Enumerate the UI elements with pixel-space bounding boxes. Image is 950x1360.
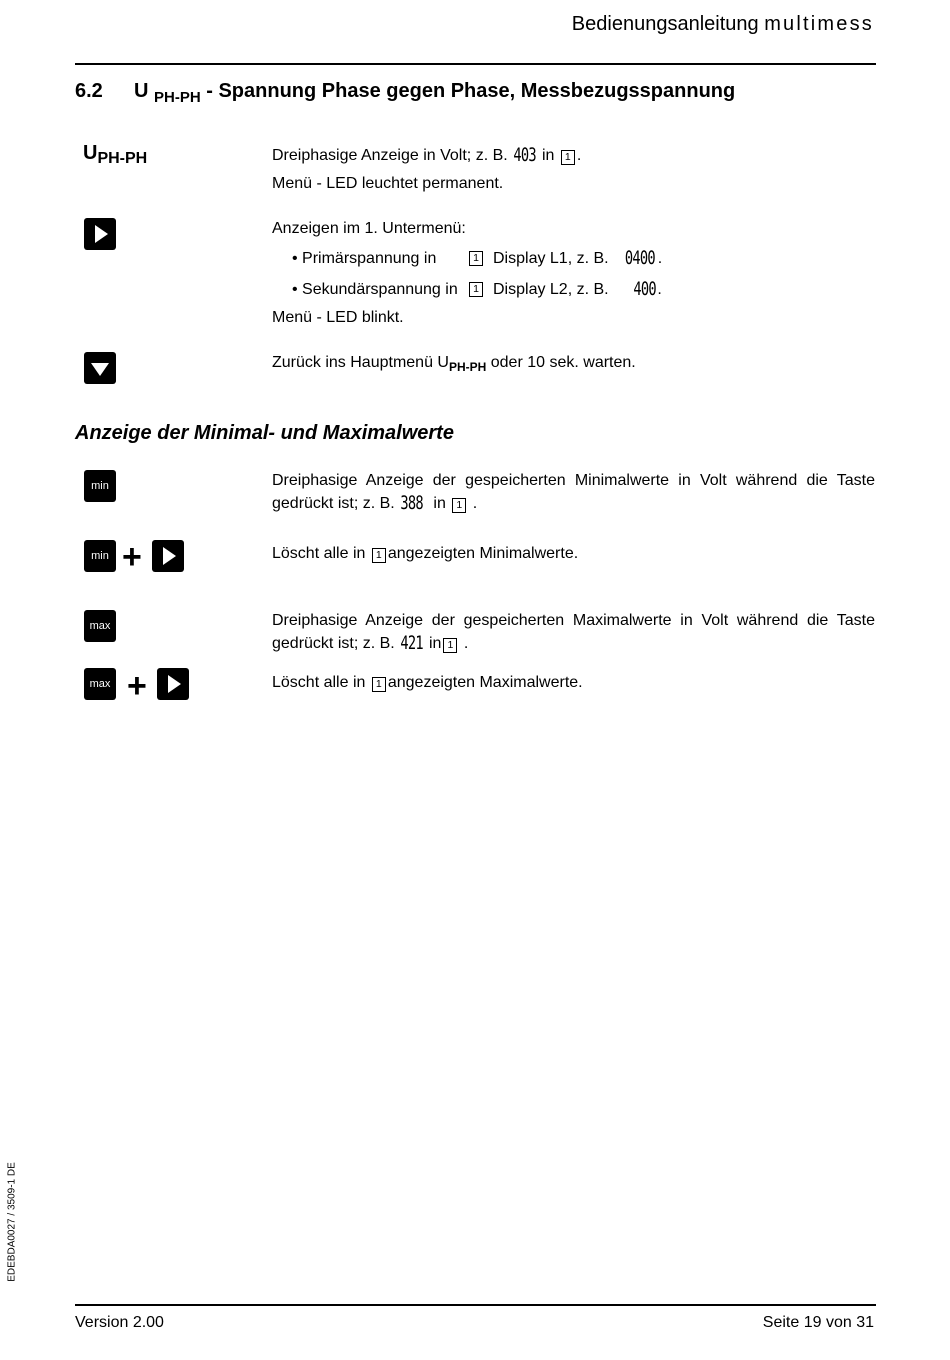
display-1-icon: 1: [469, 282, 483, 297]
section-title-text: - Spannung Phase gegen Phase, Messbezugsspannung: [200, 80, 736, 102]
right-arrow-key-icon: [152, 540, 184, 572]
plus-icon: +: [127, 667, 147, 705]
min-key-icon: min: [84, 470, 116, 502]
min-key-icon: min: [84, 540, 116, 572]
min-max-heading: Anzeige der Minimal- und Maximalwerte: [75, 422, 454, 444]
main-line-1: Dreiphasige Anzeige in Volt; z. B. 403 in 1 .: [272, 144, 582, 166]
max-description: Dreiphasige Anzeige der gespeicherten Maximalwerte in Volt während die Taste gedrückt ist; z. B. 421 in 1 .: [272, 612, 875, 654]
max-clear-description: Löscht alle in 1 angezeigten Maximalwerte.: [272, 674, 583, 691]
display-1-icon: 1: [469, 251, 483, 266]
document-code: EDEBDA0027 / 3509-1 DE: [6, 1162, 18, 1282]
footer-rule: [75, 1304, 876, 1306]
section-title-sub: PH-PH: [154, 89, 201, 106]
display-1-icon: 1: [452, 498, 466, 513]
plus-icon: +: [122, 538, 142, 576]
display-1-icon: 1: [561, 150, 575, 165]
document-header: [572, 13, 874, 36]
segment-value-403: 403: [513, 144, 537, 166]
section-title-symbol: U: [134, 80, 149, 102]
main-description: [272, 144, 581, 195]
segment-value-421: 421: [400, 632, 424, 654]
submenu-led-line: Menü - LED blinkt.: [272, 309, 404, 326]
min-description: Dreiphasige Anzeige der gespeicherten Minimalwerte in Volt während die Taste gedrückt ist; z. B. 388 in 1 .: [272, 472, 875, 514]
right-arrow-key-icon: [157, 668, 189, 700]
right-arrow-key-icon: [84, 218, 116, 250]
down-arrow-key-icon: [84, 352, 116, 384]
min-clear-description: Löscht alle in 1 angezeigten Minimalwerte.: [272, 545, 579, 562]
header-product: multimess: [764, 13, 874, 35]
submenu-bullet-1: • Primärspannung in 1 Display L1, z. B. 0400 .: [292, 247, 663, 269]
segment-value-400: 400: [633, 278, 656, 300]
max-key-icon: max: [84, 668, 116, 700]
segment-value-0400: 0400: [624, 247, 655, 269]
section-number: 6.2: [75, 80, 103, 102]
section-title: [75, 80, 735, 106]
max-key-icon: max: [84, 610, 116, 642]
display-1-icon: 1: [443, 638, 457, 653]
segment-value-388: 388: [400, 492, 424, 514]
footer-version: Version 2.00: [75, 1314, 164, 1331]
uph-label: $U_{PH-PH}$: [83, 142, 148, 167]
main-line-2: Menü - LED leuchtet permanent.: [272, 175, 504, 192]
submenu-bullet-2: • Sekundärspannung in 1 Display L2, z. B. 400.: [292, 278, 662, 300]
header-title: Bedienungsanleitung: [571, 13, 765, 35]
back-description: Zurück ins Hauptmenü $U_{PH-PH}$ oder 10 sek. warten.: [272, 354, 636, 374]
submenu-description: [272, 217, 692, 329]
header-rule: [75, 63, 876, 65]
submenu-intro: Anzeigen im 1. Untermenü:: [272, 220, 466, 237]
footer-page-number: Seite 19 von 31: [762, 1314, 874, 1331]
display-1-icon: 1: [372, 548, 386, 563]
display-1-icon: 1: [372, 677, 386, 692]
